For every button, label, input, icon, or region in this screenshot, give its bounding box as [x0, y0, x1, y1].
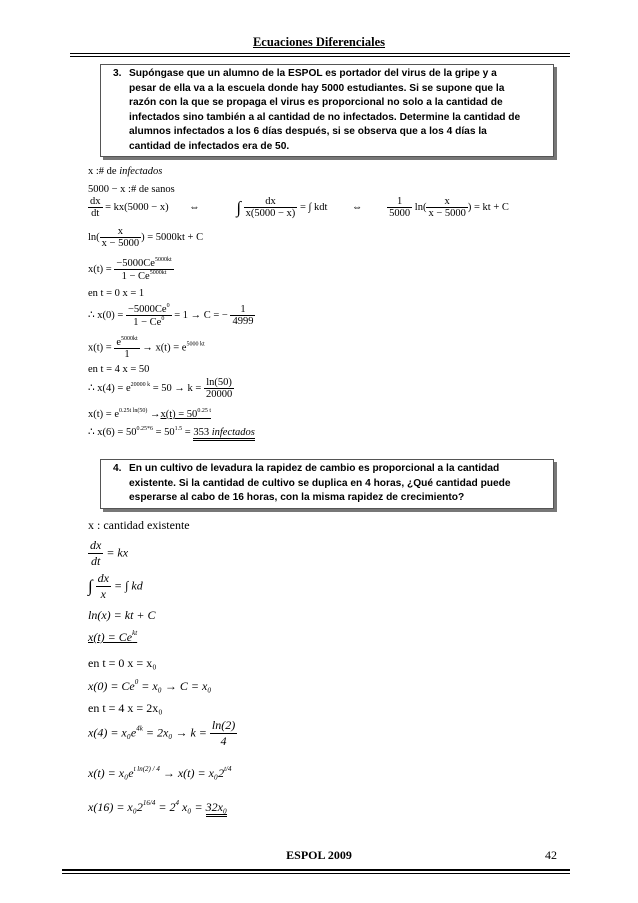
problem-line: alumnos infectados a los 6 días después, si se observa que a los 4 días la — [129, 126, 487, 138]
problem-3-box — [100, 64, 554, 157]
sol4-line-7: $x(0) = Ce^0 = x_0 \to C = x_0$ — [88, 678, 212, 693]
sol4-line-3: ∫ $\frac{dx}{x}$ = ∫ kd — [88, 571, 143, 601]
problem-line: pesar de ella va a la escuela donde hay 5000 estudiantes. Si se supone que la — [129, 82, 505, 94]
fraction: $\frac{e^{5000kt}}{1}$ — [116, 336, 138, 360]
sol4-line-9: $x(4) = x_0e^{4k} = 2x_0 \to k$ = $\frac{\ln(2)}{4}$ — [88, 718, 236, 748]
sol3-line-1: x :# de infectados — [88, 166, 163, 177]
problem-line: En un cultivo de levadura la rapidez de cambio es proporcional a la cantidad — [129, 463, 500, 474]
fraction: $\frac{x}{x - 5000}$ — [428, 196, 466, 219]
sol3-line-2: 5000 − x :# de sanos — [88, 184, 175, 195]
problem-line: existente. Si la cantidad de cultivo se duplica en 4 horas, ¿Qué cantidad puede — [129, 477, 511, 489]
problem-line: cantidad de infectados era de 50. — [129, 140, 290, 152]
sol4-line-10: $x(t) = x_0e^{t ln(2) / 4} \to x(t) = x_02^{t/4}$ — [88, 765, 232, 780]
sol4-line-8: en t = 4 x = 2x₀ — [88, 701, 163, 715]
sol3-line-4: ln( $\frac{x}{x - 5000}$ ) = 5000kt + C — [88, 226, 204, 249]
fraction: $\frac{1}{4999}$ — [232, 304, 254, 327]
fraction: $\frac{dx}{dt}$ — [90, 538, 102, 568]
header-rule-2 — [70, 56, 570, 57]
footer-rule-2 — [62, 873, 570, 874]
sol3-line-7: ∴ x(0) = $\frac{-5000Ce^0}{1 - Ce^0}$ = 1 → C = − $\frac{1}{4999}$ — [88, 303, 254, 328]
footer-rule — [62, 869, 570, 871]
page-number: 42 — [545, 848, 557, 862]
sol3-line-11: $x(t) = e^{0.25t ln(50)} \to x(t) = 50^{0.25 t}$ — [88, 408, 211, 420]
fraction: $\frac{-5000Ce^{5000kt}}{1 - Ce^{5000kt}}$ — [116, 257, 172, 282]
sol4-line-2: $\frac{dx}{dt}$ = kx — [90, 538, 129, 568]
sol4-line-11: $x(16) = x_02^{16/4} = 2^4$ x₀ = 32x₀ — [88, 799, 227, 815]
problem-3-text — [129, 67, 547, 169]
sol3-line-12: ∴ $x(6) = 50^{0.25*6} = 50^{1.5} = 353$ infectados — [88, 426, 255, 438]
problem-number: 4. — [113, 463, 122, 474]
sol4-line-6: en t = 0 x = x₀ — [88, 656, 157, 670]
problem-line: esperarse al cabo de 16 horas, con la misma rapidez de crecimiento? — [129, 492, 465, 504]
header-title: Ecuaciones Diferenciales — [252, 35, 386, 49]
fraction: $\frac{x}{x - 5000}$ — [101, 226, 140, 249]
sol4-line-1: x : cantidad existente — [88, 518, 190, 532]
problem-line: razón con la que se propaga el virus es proporcional no solo a la cantidad de — [129, 97, 503, 109]
sol4-line-5: $x(t) = Ce^{kt}$ — [88, 629, 138, 644]
problem-line: infectados sino también a al cantidad de no infectados. Determine la cantidad de — [129, 111, 521, 123]
fraction: $\frac{dx}{x(5000 - x)}$ — [245, 196, 296, 219]
problem-4-box — [100, 459, 554, 509]
problem-line: Supóngase que un alumno de la ESPOL es portador del virus de la gripe y a — [129, 68, 497, 79]
sol4-line-4: ln(x) = kt + C — [88, 608, 156, 622]
problem-number: 3. — [113, 68, 122, 79]
sol3-line-3: $\frac{dx}{dt}$ = kx(5000 − x) ⇔ ∫ $\frac{dx}{x(5000 - x)}$ = ∫ kdt ⇔ $\frac{1}{5000}$ ln( $\frac{x}{x - 5000}$ ) = kt + C — [90, 196, 509, 219]
footer-center: ESPOL 2009 — [286, 848, 352, 862]
sol3-line-9: en t = 4 x = 50 — [88, 364, 150, 375]
problem-4-text — [129, 462, 547, 520]
sol3-line-5: x(t) = $\frac{-5000Ce^{5000kt}}{1 - Ce^{5000kt}}$ — [88, 257, 172, 282]
fraction: $\frac{\ln(2)}{4}$ — [211, 718, 236, 748]
fraction: $\frac{dx}{dt}$ — [90, 196, 101, 219]
sol3-line-10: ∴ $x(4) = e^{20000 k} = 50 \to k$ = $\frac{\ln(50)}{20000}$ — [88, 377, 233, 400]
sol3-line-6: en t = 0 x = 1 — [88, 288, 145, 299]
header-rule — [70, 53, 570, 54]
fraction: $\frac{\ln(50)}{20000}$ — [205, 377, 233, 400]
fraction: $\frac{dx}{x}$ — [97, 571, 109, 601]
fraction: $\frac{-5000Ce^0}{1 - Ce^0}$ — [127, 303, 170, 328]
fraction: $\frac{1}{5000}$ — [389, 196, 411, 219]
sol3-line-8: x(t) = $\frac{e^{5000kt}}{1}$ → $x(t) = e^{5000 kt}$ — [88, 336, 205, 360]
